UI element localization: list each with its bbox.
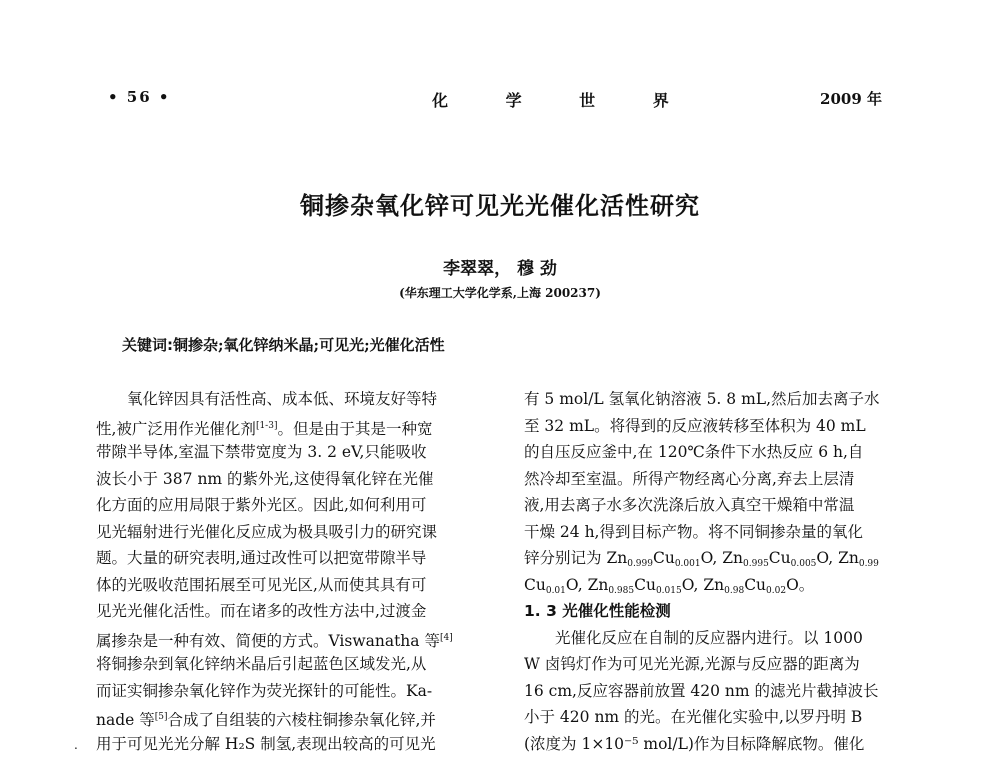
page-number: • 56 • xyxy=(108,88,171,106)
journal-name: 化 学 世 界 xyxy=(432,91,695,110)
article-title: 铜掺杂氧化锌可见光光催化活性研究 xyxy=(300,192,700,220)
body-line: 见光光催化活性。而在诸多的改性方法中,过渡金 xyxy=(96,602,427,620)
body-line: W 卤钨灯作为可见光光源,光源与反应器的距离为 xyxy=(524,655,860,673)
publication-year: 2009 年 xyxy=(820,90,882,108)
body-line: 至 32 mL。将得到的反应液转移至体积为 40 mL xyxy=(524,416,866,435)
keywords-line xyxy=(122,334,445,355)
formula: $Cu_{0.01}O$, xyxy=(524,575,583,596)
body-line: 将铜掺杂到氧化锌纳米晶后引起蓝色区域发光,从 xyxy=(96,655,427,673)
body-line: 液,用去离子水多次洗涤后放入真空干燥箱中常温 xyxy=(524,496,855,514)
citation: [4] xyxy=(439,632,453,643)
formula: $Zn_{0.98}Cu_{0.02}O$。 xyxy=(703,575,815,596)
formula: $Zn_{0.999}Cu_{0.001}O$, xyxy=(606,549,718,569)
body-line: 16 cm,反应容器前放置 420 nm 的滤光片截掉波长 xyxy=(524,681,879,700)
body-line: 带隙半导体,室温下禁带宽度为 3. 2 eV,只能吸收 xyxy=(96,443,427,461)
body-line: 性,被广泛用作光催化剂[1-3]。但是由于其是一种宽 xyxy=(96,419,433,438)
body-line: (浓度为 1×10⁻⁵ mol/L)作为目标降解底物。催化 xyxy=(524,734,865,753)
body-line: 小于 420 nm 的光。在光催化实验中,以罗丹明 B xyxy=(524,708,863,726)
keywords-list: 铜掺杂;氧化锌纳米晶;可见光;光催化活性 xyxy=(173,336,445,354)
body-line: 波长小于 387 nm 的紫外光,这使得氧化锌在光催 xyxy=(96,469,434,488)
citation: [1-3] xyxy=(255,420,278,431)
formula-line xyxy=(524,572,920,599)
body-line: 化方面的应用局限于紫外光区。因此,如何利用可 xyxy=(96,496,427,514)
formula: $Zn_{0.985}Cu_{0.015}O$, xyxy=(587,575,699,596)
body-line: 而证实铜掺杂氧化锌作为荧光探针的可能性。Ka- xyxy=(96,681,433,700)
formula: $Zn_{0.995}Cu_{0.005}O$, xyxy=(722,549,834,569)
right-column xyxy=(524,386,920,757)
section-heading: 1. 3 光催化性能检测 xyxy=(524,602,671,620)
body-line: 题。大量的研究表明,通过改性可以把宽带隙半导 xyxy=(96,549,427,567)
keywords-label: 关键词: xyxy=(122,336,173,354)
body-line: 体的光吸收范围拓展至可见光区,从而使其具有可 xyxy=(96,575,427,594)
body-line: 有 5 mol/L 氢氧化钠溶液 5. 8 mL,然后加去离子水 xyxy=(524,390,880,408)
article-authors: 李翠翠， 穆 劲 xyxy=(443,259,557,279)
body-line: 用于可见光光分解 H₂S 制氢,表现出较高的可见光 xyxy=(96,734,436,753)
body-line: 氧化锌因具有活性高、成本低、环境友好等特 xyxy=(127,390,438,408)
body-line: 见光辐射进行光催化反应成为极具吸引力的研究课 xyxy=(96,522,438,541)
body-line: nade 等[5]合成了自组装的六棱柱铜掺杂氧化锌,并 xyxy=(96,711,436,729)
body-line: 干燥 24 h,得到目标产物。将不同铜掺杂量的氧化 xyxy=(524,522,863,541)
body-line: 属掺杂是一种有效、简便的方式。Viswanatha 等[4] xyxy=(96,631,453,650)
formula: $Zn_{0.99}$ xyxy=(838,549,879,569)
margin-dot: . xyxy=(74,738,78,752)
author-affiliation: (华东理工大学化学系,上海 200237) xyxy=(399,286,601,300)
body-line: 的自压反应釜中,在 120℃条件下水热反应 6 h,自 xyxy=(524,443,864,461)
citation: [5] xyxy=(154,712,168,722)
formula-line: 锌分别记为 $Zn_{0.999}Cu_{0.001}O$, $Zn_{0.995}Cu_{0.005}O$, $Zn_{0.99}$ xyxy=(524,549,879,569)
body-line: 然冷却至室温。所得产物经离心分离,弃去上层清 xyxy=(524,469,855,488)
left-column xyxy=(96,386,492,757)
body-line: 光催化反应在自制的反应器内进行。以 1000 xyxy=(555,628,863,647)
